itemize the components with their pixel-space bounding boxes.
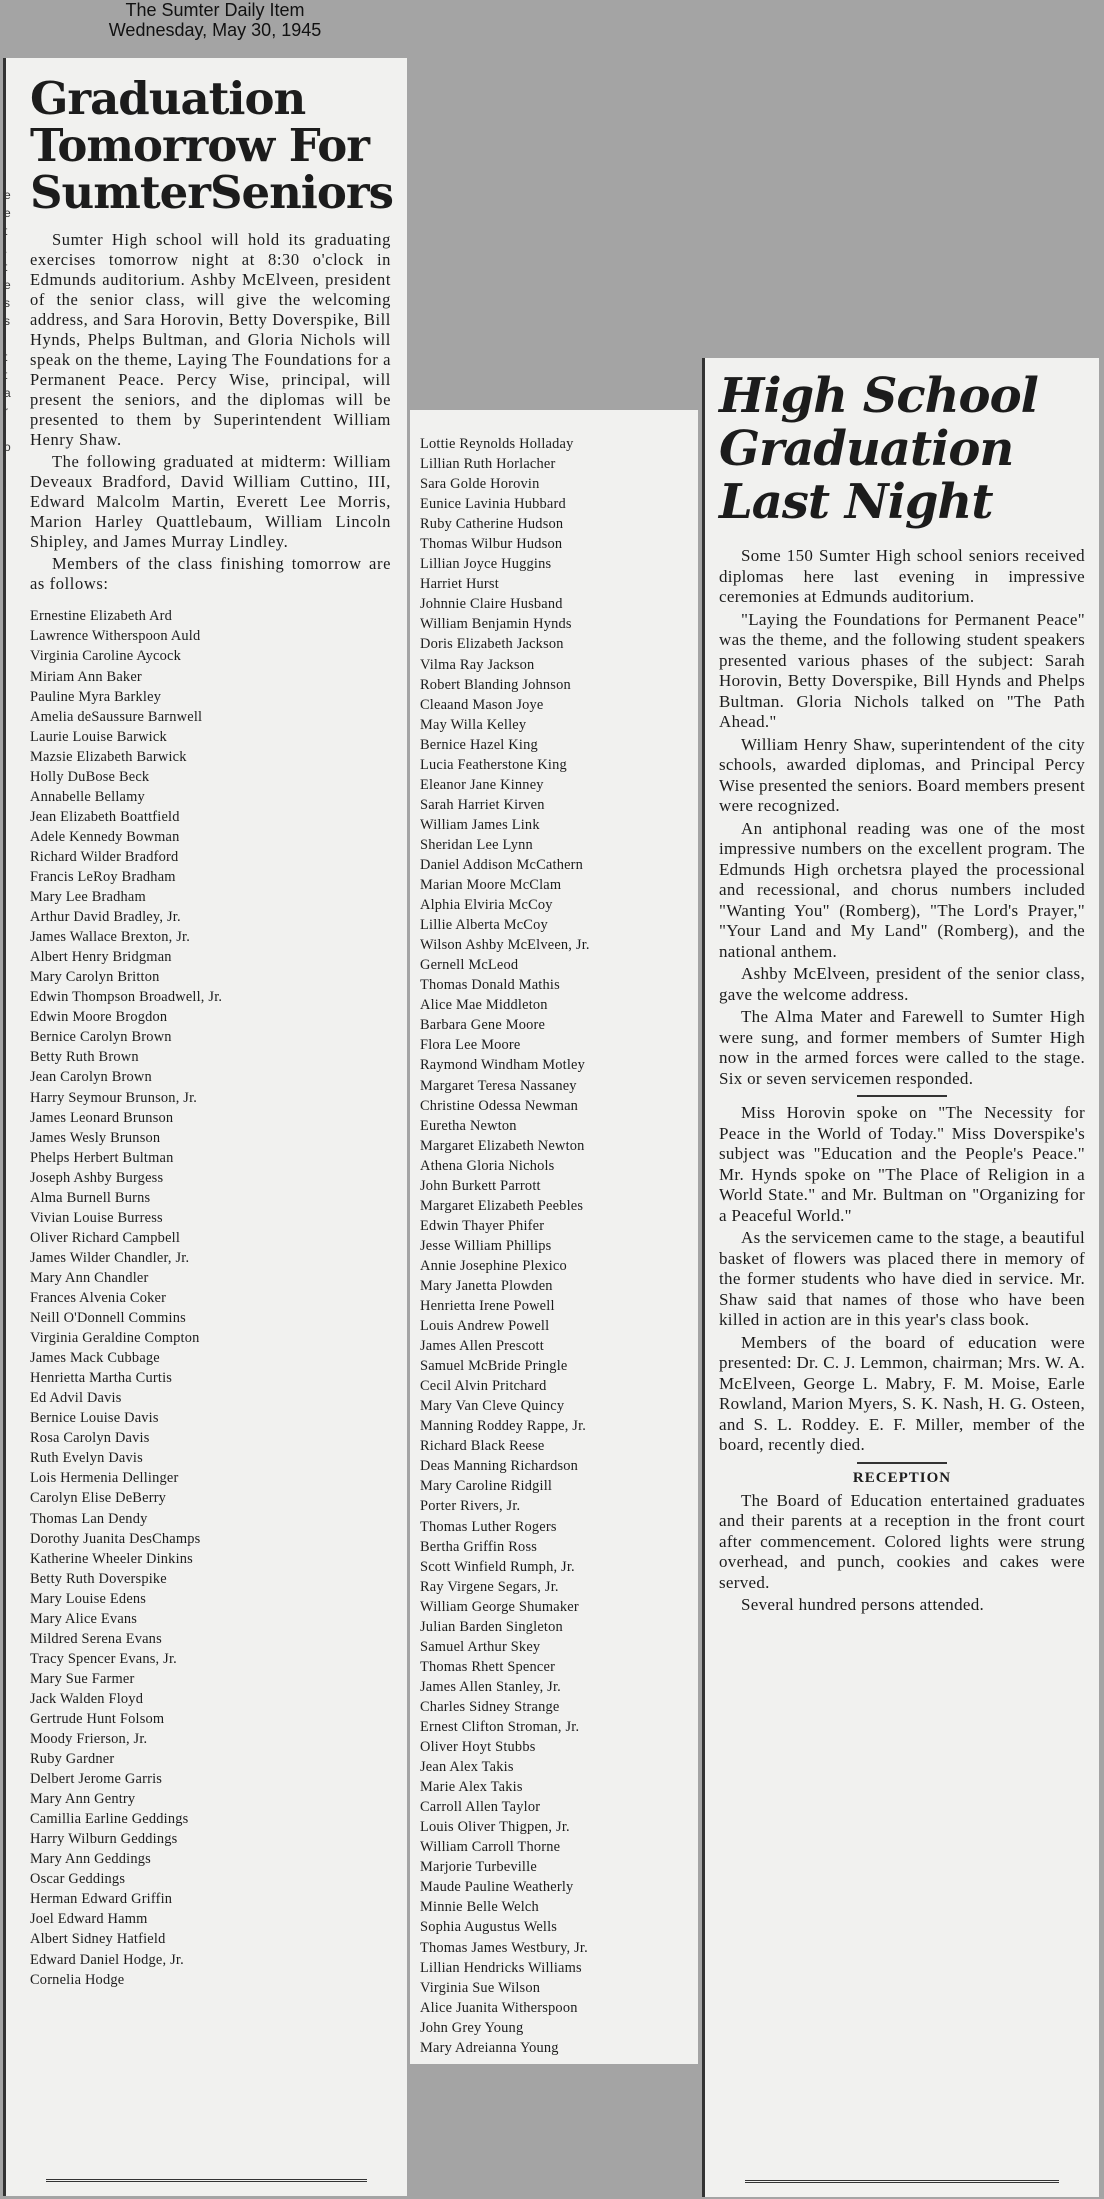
graduate-name: Lillian Ruth Horlacher	[420, 456, 556, 473]
graduate-name: Albert Henry Bridgman	[30, 949, 172, 966]
graduate-name: Mary Ann Gentry	[30, 1791, 136, 1808]
graduate-name: Annabelle Bellamy	[30, 788, 145, 805]
graduate-name: James Wilder Chandler, Jr.	[30, 1249, 190, 1266]
graduate-name: Lois Hermenia Dellinger	[30, 1470, 179, 1487]
right-article-body	[719, 546, 1085, 1089]
graduate-name: Edwin Moore Brogdon	[30, 1009, 168, 1026]
graduate-name: Virginia Geraldine Compton	[30, 1330, 200, 1347]
graduate-name: Alice Juanita Witherspoon	[420, 1999, 578, 2016]
graduate-name: Bernice Hazel King	[420, 736, 538, 753]
graduate-name: Ruby Catherine Hudson	[420, 516, 564, 533]
graduate-name: Edwin Thompson Broadwell, Jr.	[30, 989, 223, 1006]
reception-subhead: RECEPTION	[852, 1469, 952, 1486]
graduate-name: Harry Seymour Brunson, Jr.	[30, 1089, 198, 1106]
graduate-name: Mary Adreianna Young	[420, 2039, 559, 2056]
article-paragraph: As the servicemen came to the stage, a beautiful basket of flowers was placed there in memory of the former students who have died in service. Mr. Shaw said that names of those who have been killed in action are in this year's class book.	[719, 1228, 1085, 1330]
graduate-name: Tracy Spencer Evans, Jr.	[30, 1650, 177, 1667]
graduate-name: Alice Mae Middleton	[420, 997, 548, 1014]
graduate-name: Ruby Gardner	[30, 1751, 115, 1768]
graduate-name: Miriam Ann Baker	[30, 668, 142, 685]
margin-letter: e	[4, 278, 11, 292]
margin-letter: s	[4, 314, 10, 328]
graduate-name: Cleaand Mason Joye	[420, 696, 544, 713]
graduate-name: Lottie Reynolds Holladay	[420, 436, 574, 452]
graduate-name: Ray Virgene Segars, Jr.	[420, 1578, 559, 1595]
graduate-name: Edward Daniel Hodge, Jr.	[30, 1951, 184, 1968]
graduate-name: Sara Golde Horovin	[420, 476, 540, 493]
graduate-name: James Leonard Brunson	[30, 1109, 174, 1126]
graduate-name: Margaret Teresa Nassaney	[420, 1077, 577, 1094]
graduate-name: Dorothy Juanita DesChamps	[30, 1530, 201, 1547]
graduate-name: Jesse William Phillips	[420, 1237, 552, 1254]
graduate-name: Louis Andrew Powell	[420, 1318, 550, 1335]
graduate-name: Cecil Alvin Pritchard	[420, 1378, 547, 1395]
graduate-name: Robert Blanding Johnson	[420, 676, 571, 693]
margin-letter: t	[4, 224, 8, 238]
graduate-name: Barbara Gene Moore	[420, 1017, 546, 1034]
graduate-name: Jean Elizabeth Boattfield	[30, 808, 180, 825]
section-divider	[857, 1095, 947, 1097]
right-headline: High School Graduation Last Night	[719, 368, 1038, 530]
margin-letter: l	[4, 458, 7, 472]
graduate-name: William Benjamin Hynds	[420, 616, 572, 633]
graduate-name: Henrietta Martha Curtis	[30, 1370, 173, 1387]
graduate-name: Mary Ann Chandler	[30, 1269, 149, 1286]
margin-letter: l	[4, 170, 7, 184]
graduate-name: Mazsie Elizabeth Barwick	[30, 748, 187, 765]
graduate-name: Neill O'Donnell Commins	[30, 1310, 186, 1327]
graduate-name: Francis LeRoy Bradham	[30, 869, 176, 885]
page-header	[0, 0, 430, 40]
graduate-name: Richard Wilder Bradford	[30, 848, 179, 865]
right-article-body-continued	[719, 1103, 1085, 1456]
graduate-name: Vivian Louise Burress	[30, 1209, 163, 1226]
graduate-name: Thomas Rhett Spencer	[420, 1658, 556, 1675]
graduate-name: Laurie Louise Barwick	[30, 728, 167, 745]
graduate-name: William Carroll Thorne	[420, 1839, 561, 1856]
graduate-name: Mary Caroline Ridgill	[420, 1478, 553, 1495]
graduate-name: Bernice Louise Davis	[30, 1410, 159, 1427]
graduate-name: Oliver Richard Campbell	[30, 1229, 181, 1246]
graduate-name: Harriet Hurst	[420, 576, 499, 593]
left-article-clipping	[3, 58, 407, 2196]
margin-letter: i	[4, 422, 7, 436]
graduate-name: Rosa Carolyn Davis	[30, 1430, 150, 1447]
graduate-name: Carolyn Elise DeBerry	[30, 1490, 167, 1507]
graduate-name: Herman Edward Griffin	[30, 1891, 173, 1908]
graduate-name: Thomas Wilbur Hudson	[420, 536, 563, 553]
graduate-name: Athena Gloria Nichols	[420, 1157, 555, 1174]
graduate-name: Moody Frierson, Jr.	[30, 1731, 148, 1748]
margin-letter: .	[4, 242, 8, 256]
graduate-name: Deas Manning Richardson	[420, 1458, 579, 1475]
graduate-name: Mary Alice Evans	[30, 1610, 138, 1627]
graduate-name: Julian Barden Singleton	[420, 1618, 563, 1635]
graduate-name: Frances Alvenia Coker	[30, 1289, 167, 1306]
graduate-name: John Grey Young	[420, 2019, 524, 2036]
graduate-name: Sophia Augustus Wells	[420, 1919, 558, 1936]
graduate-name: Ernestine Elizabeth Ard	[30, 608, 173, 625]
margin-letter: t	[4, 350, 8, 364]
graduate-name: Betty Ruth Brown	[30, 1049, 139, 1066]
graduate-name: Raymond Windham Motley	[420, 1057, 586, 1074]
graduate-name: Camillia Earline Geddings	[30, 1811, 189, 1828]
graduate-name: Flora Lee Moore	[420, 1037, 521, 1054]
article-paragraph: The Board of Education entertained graduates and their parents at a reception in the front court after commencement. Colored lights were strung overhead, and punch, cookies and cakes were served.	[719, 1490, 1085, 1592]
graduate-name: Holly DuBose Beck	[30, 768, 150, 785]
graduate-name: Alphia Elviria McCoy	[420, 897, 553, 914]
graduate-name: Charles Sidney Strange	[420, 1698, 560, 1715]
graduate-name: James Allen Stanley, Jr.	[420, 1678, 561, 1695]
graduate-name: Ruth Evelyn Davis	[30, 1450, 143, 1467]
graduate-name: Delbert Jerome Garris	[30, 1771, 163, 1788]
graduate-name: Henrietta Irene Powell	[420, 1298, 555, 1315]
graduate-name: Lucia Featherstone King	[420, 756, 567, 773]
graduate-name: Virginia Caroline Aycock	[30, 648, 182, 665]
graduate-name: Cornelia Hodge	[30, 1971, 125, 1988]
graduate-name: Albert Sidney Hatfield	[30, 1931, 166, 1948]
article-paragraph: An antiphonal reading was one of the most impressive numbers on the excellent program. The Edmunds High orchetsra played the processional and recessional, and chorus numbers included "Wanting You" (Romberg), "The Lord's Prayer," "Your Land and My Land" (Romberg), and the national anthem.	[719, 818, 1085, 961]
graduate-name: Marian Moore McClam	[420, 877, 562, 894]
graduate-name: Gertrude Hunt Folsom	[30, 1710, 165, 1727]
graduate-name: Doris Elizabeth Jackson	[420, 636, 564, 653]
graduate-name: Ernest Clifton Stroman, Jr.	[420, 1719, 580, 1735]
margin-letter: r	[4, 404, 8, 418]
graduate-name: Betty Ruth Doverspike	[30, 1570, 167, 1587]
graduate-name: James Wallace Brexton, Jr.	[30, 929, 191, 946]
graduate-name: Richard Black Reese	[420, 1438, 545, 1455]
graduate-name: Jack Walden Floyd	[30, 1690, 144, 1707]
graduate-name: John Burkett Parrott	[420, 1177, 541, 1194]
graduate-name: Mary Sue Farmer	[30, 1670, 135, 1687]
publication-date: Wednesday, May 30, 1945	[108, 20, 322, 40]
middle-names-clipping	[410, 410, 698, 2064]
graduate-name: Thomas Lan Dendy	[30, 1510, 148, 1527]
graduate-name: Katherine Wheeler Dinkins	[30, 1550, 193, 1567]
graduate-name: Margaret Elizabeth Peebles	[420, 1197, 584, 1214]
graduate-name: Phelps Herbert Bultman	[30, 1149, 174, 1166]
margin-letter: o	[4, 440, 11, 454]
left-headline: Graduation Tomorrow For SumterSeniors	[30, 72, 393, 219]
graduate-name: May Willa Kelley	[420, 716, 527, 733]
graduate-name: Thomas Donald Mathis	[420, 977, 560, 994]
graduate-name: Louis Oliver Thigpen, Jr.	[420, 1819, 570, 1836]
margin-letter: t	[4, 260, 8, 274]
margin-letter: i	[4, 332, 7, 346]
graduate-name: Porter Rivers, Jr.	[420, 1498, 521, 1515]
bottom-rule	[745, 2180, 1059, 2183]
graduate-name: Scott Winfield Rumph, Jr.	[420, 1558, 575, 1575]
graduate-name: Maude Pauline Weatherly	[420, 1879, 574, 1896]
graduate-name: Christine Odessa Newman	[420, 1097, 579, 1114]
margin-letter: e	[4, 206, 11, 220]
graduate-name: Adele Kennedy Bowman	[30, 828, 180, 845]
newspaper-name: The Sumter Daily Item	[125, 0, 305, 20]
graduate-name: Mary Van Cleve Quincy	[420, 1398, 565, 1415]
graduate-name: Lillie Alberta McCoy	[420, 917, 548, 934]
article-paragraph: Members of the class finishing tomorrow are as follows:	[30, 554, 391, 594]
graduate-name: James Wesly Brunson	[30, 1129, 161, 1146]
graduate-list-middle	[420, 434, 684, 2058]
article-paragraph: The following graduated at midterm: William Deveaux Bradford, David William Cuttino, III, Edward Malcolm Martin, Everett Lee Morris, Marion Harley Quattlebaum, William Lincoln Shipley, and James Murray Lindley.	[30, 452, 391, 552]
graduate-name: Mary Janetta Plowden	[420, 1277, 553, 1294]
graduate-name: Bernice Carolyn Brown	[30, 1029, 172, 1046]
reception-body	[719, 1491, 1085, 1616]
graduate-name: Euretha Newton	[420, 1117, 517, 1134]
graduate-name: Sheridan Lee Lynn	[420, 836, 533, 853]
graduate-name: Mildred Serena Evans	[30, 1630, 162, 1647]
graduate-name: James Mack Cubbage	[30, 1350, 160, 1367]
right-article-clipping	[702, 358, 1099, 2197]
graduate-name: Marjorie Turbeville	[420, 1859, 537, 1876]
margin-letter: i	[4, 476, 7, 490]
graduate-name: Pauline Myra Barkley	[30, 688, 162, 705]
graduate-name: Samuel Arthur Skey	[420, 1638, 541, 1655]
graduate-name: William George Shumaker	[420, 1598, 579, 1615]
graduate-name: Oliver Hoyt Stubbs	[420, 1739, 536, 1756]
margin-letter: a	[4, 386, 11, 400]
graduate-name: Joel Edward Hamm	[30, 1911, 148, 1928]
graduate-name: Thomas James Westbury, Jr.	[420, 1939, 588, 1956]
graduate-name: Arthur David Bradley, Jr.	[30, 909, 181, 926]
graduate-name: Joseph Ashby Burgess	[30, 1169, 164, 1186]
graduate-name: Eleanor Jane Kinney	[420, 776, 544, 793]
article-paragraph: Several hundred persons attended.	[741, 1595, 985, 1615]
graduate-name: Mary Ann Geddings	[30, 1851, 151, 1868]
section-divider	[857, 1462, 947, 1464]
article-paragraph: Ashby McElveen, president of the senior class, gave the welcome address.	[719, 964, 1085, 1004]
graduate-name: Mary Louise Edens	[30, 1590, 147, 1607]
graduate-name: Alma Burnell Burns	[30, 1189, 151, 1206]
margin-letter: s	[4, 296, 10, 310]
left-article-body	[30, 230, 391, 594]
graduate-name: Jean Carolyn Brown	[30, 1069, 152, 1086]
graduate-name: James Allen Prescott	[420, 1338, 544, 1355]
article-paragraph: William Henry Shaw, superintendent of the city schools, awarded diplomas, and Principal Percy Wise presented the seniors. Board members present were recognized.	[719, 734, 1085, 816]
graduate-name: Lawrence Witherspoon Auld	[30, 628, 201, 645]
graduate-name: Carroll Allen Taylor	[420, 1799, 541, 1816]
graduate-name: Wilson Ashby McElveen, Jr.	[420, 937, 590, 954]
graduate-name: Mary Carolyn Britton	[30, 969, 160, 986]
graduate-name: Edwin Thayer Phifer	[420, 1217, 545, 1234]
graduate-name: Annie Josephine Plexico	[420, 1257, 567, 1274]
graduate-name: Lillian Hendricks Williams	[420, 1959, 582, 1976]
graduate-name: Eunice Lavinia Hubbard	[420, 496, 566, 513]
article-paragraph: Members of the board of education were presented: Dr. C. J. Lemmon, chairman; Mrs. W. A. McElveen, George L. Mabry, F. M. Moise, Earle Rowland, Marion Myers, S. K. Nash, H. G. Osteen, and S. L. Roddey. E. F. Miller, member of the board, recently died.	[719, 1332, 1085, 1455]
article-paragraph: Some 150 Sumter High school seniors received diplomas here last evening in impressive ceremonies at Edmunds auditorium.	[719, 546, 1085, 607]
margin-fragment-letters	[4, 168, 20, 492]
graduate-name: Virginia Sue Wilson	[420, 1979, 541, 1996]
graduate-name: Marie Alex Takis	[420, 1779, 523, 1796]
graduate-name: Vilma Ray Jackson	[420, 656, 535, 673]
graduate-name: Thomas Luther Rogers	[420, 1518, 557, 1535]
article-paragraph: Sumter High school will hold its graduating exercises tomorrow night at 8:30 o'clock in Edmunds auditorium. Ashby McElveen, president of the senior class, will give the welcoming address, and Sara Horovin, Betty Doverspike, Bill Hynds, Phelps Bultman, and Gloria Nichols will speak on the theme, Laying The Foundations for a Permanent Peace. Percy Wise, principal, will present the seniors, and the diplomas will be presented to them by Superintendent William Henry Shaw.	[30, 230, 391, 450]
graduate-name: Bertha Griffin Ross	[420, 1538, 538, 1555]
graduate-name: Sarah Harriet Kirven	[420, 796, 545, 813]
graduate-name: Mary Lee Bradham	[30, 889, 146, 906]
graduate-name: Johnnie Claire Husband	[420, 596, 563, 613]
margin-letter: e	[4, 188, 11, 202]
graduate-name: Oscar Geddings	[30, 1871, 126, 1888]
graduate-name: Samuel McBride Pringle	[420, 1358, 568, 1375]
article-paragraph: The Alma Mater and Farewell to Sumter High were sung, and former members of Sumter High now in the armed forces were called to the stage. Six or seven servicemen responded.	[719, 1007, 1085, 1088]
graduate-name: Gernell McLeod	[420, 957, 519, 974]
graduate-name: Minnie Belle Welch	[420, 1899, 539, 1916]
graduate-name: Amelia deSaussure Barnwell	[30, 708, 203, 725]
graduate-name: Harry Wilburn Geddings	[30, 1831, 178, 1848]
graduate-name: Daniel Addison McCathern	[420, 856, 584, 873]
article-paragraph: Miss Horovin spoke on "The Necessity for Peace in the World of Today." Miss Doverspike's subject was "Education and the People's Peace." Mr. Hynds spoke on "The Place of Religion in a World State." and Mr. Bultman on "Organizing for a Peaceful World."	[719, 1103, 1085, 1225]
article-paragraph: "Laying the Foundations for Permanent Peace" was the theme, and the following student speakers presented various phases of the subject: Sarah Horovin, Betty Doverspike, Bill Hynds and Phelps Bultman. Gloria Nichols talked on "The Path Ahead."	[719, 609, 1085, 732]
graduate-list-left	[30, 606, 391, 1989]
graduate-name: Manning Roddey Rappe, Jr.	[420, 1418, 587, 1435]
graduate-name: Ed Advil Davis	[30, 1390, 122, 1407]
graduate-name: Jean Alex Takis	[420, 1759, 514, 1776]
margin-letter: t	[4, 368, 8, 382]
bottom-rule	[46, 2179, 367, 2182]
graduate-name: William James Link	[420, 816, 540, 833]
graduate-name: Margaret Elizabeth Newton	[420, 1137, 585, 1154]
graduate-name: Lillian Joyce Huggins	[420, 556, 552, 573]
